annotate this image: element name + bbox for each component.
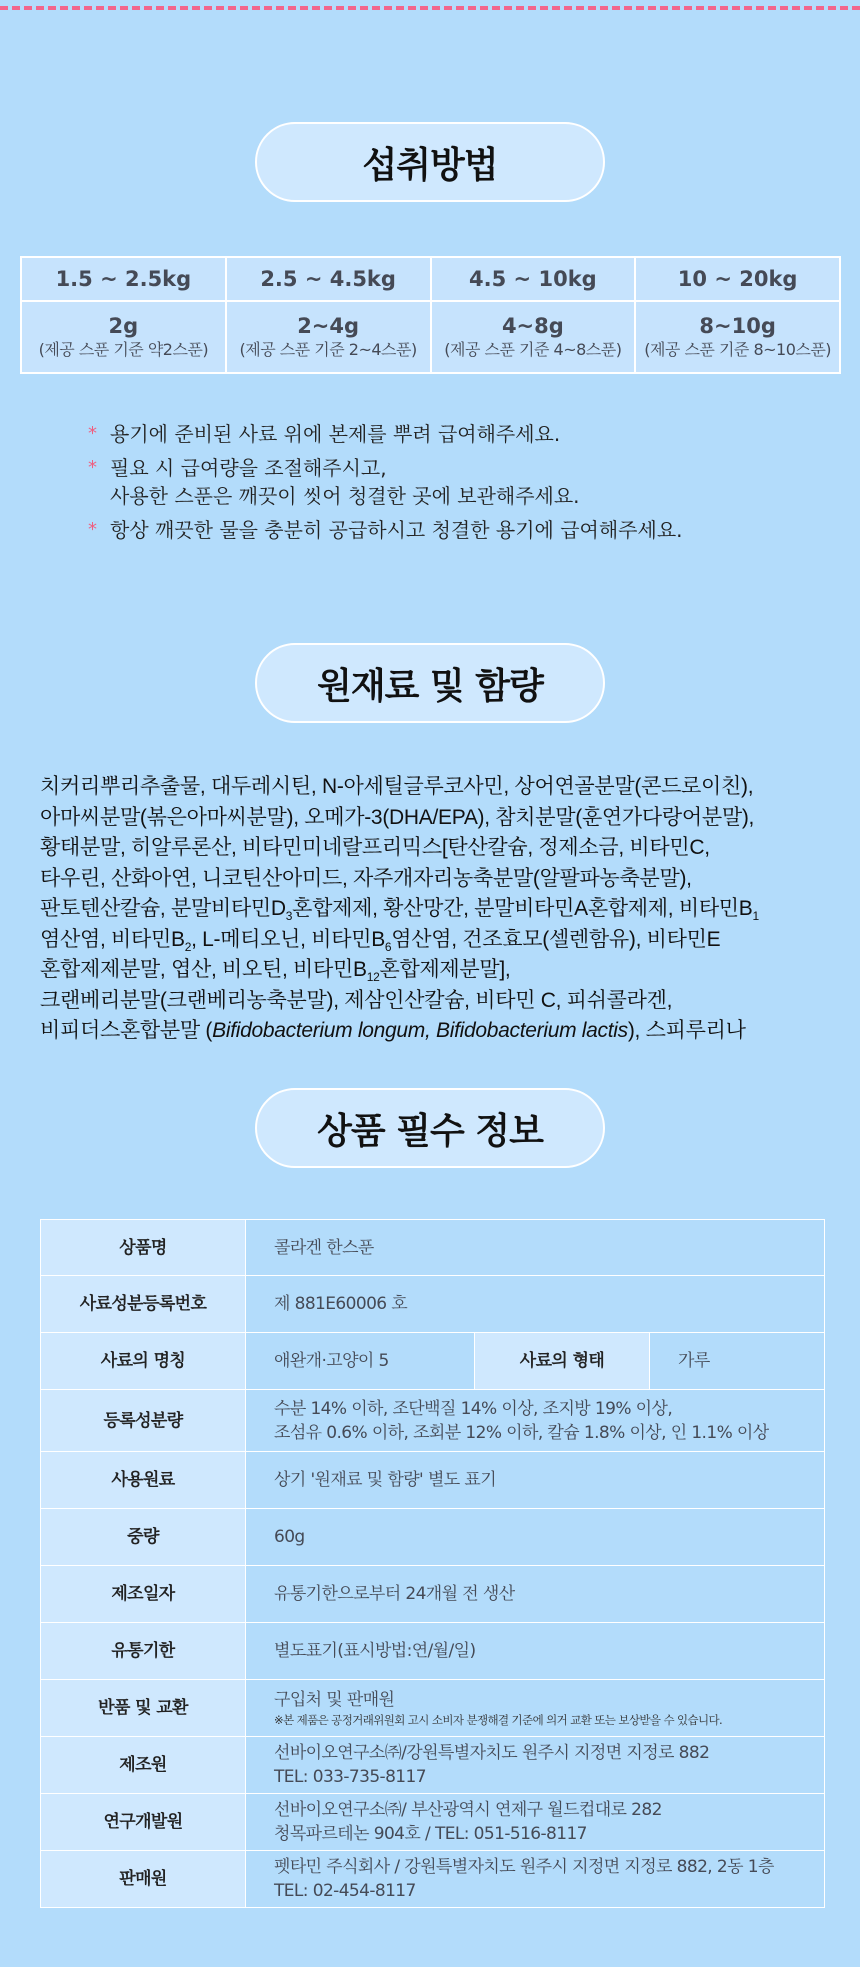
label-weight: 중량 bbox=[41, 1509, 246, 1566]
ingredient-text: 황태분말, 히알루론산, 비타민미네랄프리믹스[탄산칼슘, 정제소금, 비타민C, bbox=[40, 836, 710, 859]
ingredient-line bbox=[40, 803, 840, 834]
amount-value: 8~10g bbox=[699, 314, 776, 338]
weight-cell: 2.5 ~ 4.5kg bbox=[226, 257, 431, 301]
label-returns: 반품 및 교환 bbox=[41, 1680, 246, 1737]
top-dashed-divider bbox=[0, 6, 860, 10]
value-materials: 상기 '원재료 및 함량' 별도 표기 bbox=[246, 1452, 825, 1509]
seller-tel: TEL: 02-454-8117 bbox=[274, 1881, 416, 1901]
star-icon: * bbox=[88, 519, 97, 540]
value-feed-name: 애완개·고양이 5 bbox=[246, 1333, 475, 1390]
subscript: 6 bbox=[384, 939, 392, 954]
label-product-name: 상품명 bbox=[41, 1220, 246, 1276]
amount-note: (제공 스푼 기준 약2스푼) bbox=[38, 340, 209, 359]
table-row bbox=[41, 1737, 825, 1794]
value-returns bbox=[246, 1680, 825, 1737]
rnd-address: 선바이오연구소㈜/ 부산광역시 연제구 월드컵대로 282 bbox=[274, 1800, 662, 1820]
manufacturer-address: 선바이오연구소㈜/강원특별자치도 원주시 지정면 지정로 882 bbox=[274, 1743, 710, 1763]
dosage-title: 섭취방법 bbox=[255, 122, 605, 202]
ingredient-line bbox=[40, 894, 840, 925]
subscript: 2 bbox=[184, 939, 192, 954]
amount-row bbox=[21, 301, 840, 373]
components-line: 수분 14% 이하, 조단백질 14% 이상, 조지방 19% 이상, bbox=[274, 1398, 673, 1419]
table-row bbox=[41, 1851, 825, 1908]
value-expiry: 별도표기(표시방법:연/월/일) bbox=[246, 1623, 825, 1680]
amount-note: (제공 스푼 기준 8~10스푼) bbox=[644, 340, 832, 359]
seller-address: 펫타민 주식회사 / 강원특별자치도 원주시 지정면 지정로 882, 2동 1층 bbox=[274, 1857, 774, 1877]
ingredient-text: 혼합제제분말], bbox=[379, 958, 511, 981]
ingredient-text: 혼합제제분말, 엽산, 비오틴, 비타민B bbox=[40, 958, 367, 981]
label-manufacturer: 제조원 bbox=[41, 1737, 246, 1794]
ingredient-text: 비피더스혼합분말 ( bbox=[40, 1019, 213, 1042]
table-row bbox=[41, 1680, 825, 1737]
value-weight: 60g bbox=[246, 1509, 825, 1566]
ingredient-text: 염산염, 비타민B bbox=[40, 927, 185, 951]
amount-cell bbox=[635, 301, 840, 373]
label-feed-name: 사료의 명칭 bbox=[41, 1333, 246, 1390]
value-product-name: 콜라겐 한스푼 bbox=[246, 1220, 825, 1276]
amount-note: (제공 스푼 기준 2~4스푼) bbox=[239, 340, 417, 359]
weight-cell: 4.5 ~ 10kg bbox=[431, 257, 636, 301]
star-icon: * bbox=[88, 423, 97, 444]
ingredient-text: ), 스피루리나 bbox=[627, 1019, 746, 1042]
value-manufacturer bbox=[246, 1737, 825, 1794]
ingredient-text: , L-메티오닌, 비타민B bbox=[191, 927, 385, 951]
note-item bbox=[88, 516, 828, 544]
returns-line: 구입처 및 판매원 bbox=[274, 1690, 395, 1710]
ingredient-line bbox=[40, 955, 840, 986]
weight-cell: 1.5 ~ 2.5kg bbox=[21, 257, 226, 301]
latin-name: Bifidobacterium longum, Bifidobacterium lactis bbox=[212, 1019, 628, 1042]
ingredient-text: 판토텐산칼슘, 분말비타민D bbox=[40, 897, 286, 920]
note-line: 필요 시 급여량을 조절해주시고, bbox=[110, 456, 387, 480]
value-rnd bbox=[246, 1794, 825, 1851]
ingredient-line bbox=[40, 833, 840, 864]
note-line: 용기에 준비된 사료 위에 본제를 뿌려 급여해주세요. bbox=[110, 422, 561, 446]
ingredient-line bbox=[40, 864, 840, 895]
table-row bbox=[41, 1452, 825, 1509]
ingredient-line bbox=[40, 772, 840, 803]
table-row bbox=[41, 1566, 825, 1623]
subscript: 3 bbox=[285, 909, 293, 924]
amount-value: 2~4g bbox=[297, 314, 360, 338]
ingredient-text: 치커리뿌리추출물, 대두레시틴, N-아세틸글루코사민, 상어연골분말(콘드로이친), bbox=[40, 775, 754, 798]
label-mfg-date: 제조일자 bbox=[41, 1566, 246, 1623]
note-item bbox=[88, 420, 828, 448]
table-row bbox=[41, 1509, 825, 1566]
note-line: 사용한 스푼은 깨끗이 씻어 청결한 곳에 보관해주세요. bbox=[110, 484, 580, 508]
weight-cell: 10 ~ 20kg bbox=[635, 257, 840, 301]
amount-value: 2g bbox=[108, 314, 139, 338]
weight-row bbox=[21, 257, 840, 301]
product-info-title: 상품 필수 정보 bbox=[255, 1088, 605, 1168]
ingredient-text: 혼합제제, 황산망간, 분말비타민A혼합제제, 비타민B bbox=[292, 897, 753, 920]
subscript: 1 bbox=[752, 909, 759, 924]
ingredient-line bbox=[40, 925, 840, 956]
ingredient-text: 크랜베리분말(크랜베리농축분말), 제삼인산칼슘, 비타민 C, 피쉬콜라겐, bbox=[40, 988, 673, 1012]
ingredient-text: 염산염, 건조효모(셀렌함유), 비타민E bbox=[391, 927, 721, 951]
manufacturer-tel: TEL: 033-735-8117 bbox=[274, 1767, 426, 1787]
note-line: 항상 깨끗한 물을 충분히 공급하시고 청결한 용기에 급여해주세요. bbox=[110, 518, 683, 542]
components-line: 조섬유 0.6% 이하, 조회분 12% 이하, 칼슘 1.8% 이상, 인 1.1% 이상 bbox=[274, 1422, 769, 1443]
ingredients-title: 원재료 및 함량 bbox=[255, 643, 605, 723]
table-row bbox=[41, 1276, 825, 1333]
table-row bbox=[41, 1333, 825, 1390]
label-rnd: 연구개발원 bbox=[41, 1794, 246, 1851]
label-materials: 사용원료 bbox=[41, 1452, 246, 1509]
table-row bbox=[41, 1623, 825, 1680]
amount-value: 4~8g bbox=[501, 314, 564, 338]
table-row bbox=[41, 1390, 825, 1452]
label-expiry: 유통기한 bbox=[41, 1623, 246, 1680]
ingredient-text: 아마씨분말(볶은아마씨분말), 오메가-3(DHA/EPA), 참치분말(훈연가다랑어분말), bbox=[40, 805, 755, 829]
subscript: 12 bbox=[366, 970, 380, 985]
note-item bbox=[88, 454, 828, 510]
label-seller: 판매원 bbox=[41, 1851, 246, 1908]
value-reg-no: 제 881E60006 호 bbox=[246, 1276, 825, 1333]
ingredient-text: 타우린, 산화아연, 니코틴산아미드, 자주개자리농축분말(알팔파농축분말), bbox=[40, 866, 692, 890]
dosage-table bbox=[20, 256, 841, 374]
dosage-notes bbox=[88, 420, 828, 550]
value-mfg-date: 유통기한으로부터 24개월 전 생산 bbox=[246, 1566, 825, 1623]
amount-note: (제공 스푼 기준 4~8스푼) bbox=[444, 340, 622, 359]
product-info-table bbox=[40, 1219, 825, 1908]
amount-cell bbox=[431, 301, 636, 373]
ingredient-line bbox=[40, 986, 840, 1017]
star-icon: * bbox=[88, 457, 97, 478]
amount-cell bbox=[21, 301, 226, 373]
returns-note: ※본 제품은 공정거래위원회 고시 소비자 분쟁해결 기준에 의거 교환 또는 보상받을 수 있습니다. bbox=[274, 1713, 723, 1727]
ingredients-text bbox=[40, 772, 840, 1047]
value-seller bbox=[246, 1851, 825, 1908]
amount-cell bbox=[226, 301, 431, 373]
ingredient-line bbox=[40, 1016, 840, 1047]
label-reg-no: 사료성분등록번호 bbox=[41, 1276, 246, 1333]
rnd-address-tel: 청목파르테논 904호 / TEL: 051-516-8117 bbox=[274, 1824, 587, 1844]
table-row bbox=[41, 1220, 825, 1276]
table-row bbox=[41, 1794, 825, 1851]
value-components bbox=[246, 1390, 825, 1452]
label-feed-form: 사료의 형태 bbox=[475, 1333, 650, 1390]
label-components: 등록성분량 bbox=[41, 1390, 246, 1452]
value-feed-form: 가루 bbox=[650, 1333, 825, 1390]
